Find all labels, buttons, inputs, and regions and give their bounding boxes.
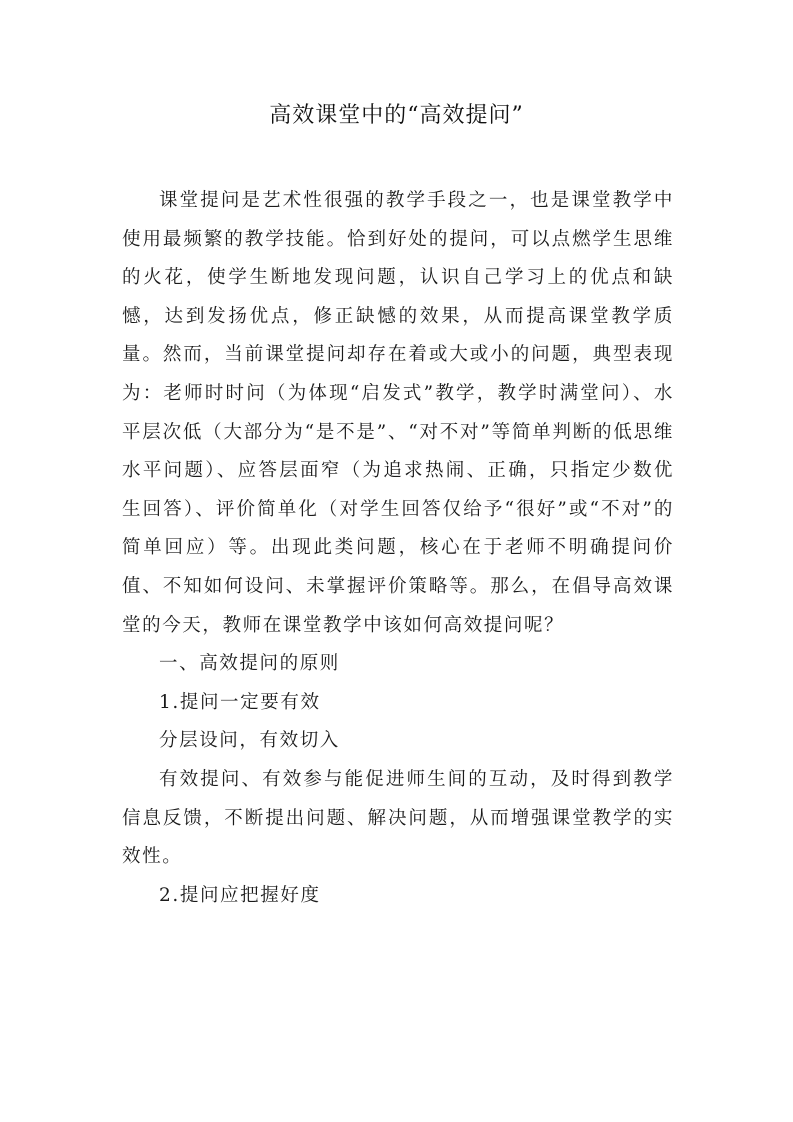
- document-title: 高效课堂中的“高效提问”: [269, 103, 524, 128]
- document-body: [122, 182, 674, 915]
- effective-questioning-paragraph: 有效提问、有效参与能促进师生间的互动，及时得到教学信息反馈，不断提出问题、解决问题，从而增强课堂教学的实效性。: [122, 768, 674, 868]
- subheading-effective-questions: 1.提问一定要有效: [159, 691, 321, 713]
- section-heading-principles: 一、高效提问的原则: [159, 653, 340, 675]
- subheading-layered-questions: 分层设问，有效切入: [159, 730, 340, 752]
- subheading-question-degree: 2.提问应把握好度: [159, 884, 321, 906]
- intro-paragraph: 课堂提问是艺术性很强的教学手段之一，也是课堂教学中使用最频繁的教学技能。恰到好处的提问，可以点燃学生思维的火花，使学生断地发现问题，认识自己学习上的优点和缺憾，达到发扬优点，修正缺憾的效果，从而提高课堂教学质量。然而，当前课堂提问却存在着或大或小的问题，典型表现为：老师时时问（为体现“启发式”教学，教学时满堂问）、水平层次低（大部分为“是不是”、“对不对”等简单判断的低思维水平问题）、应答层面窄（为追求热闹、正确，只指定少数优生回答）、评价简单化（对学生回答仅给予“很好”或“不对”的简单回应）等。出现此类问题，核心在于老师不明确提问价值、不知如何设问、未掌握评价策略等。那么，在倡导高效课堂的今天，教师在课堂教学中该如何高效提问呢？: [122, 190, 674, 636]
